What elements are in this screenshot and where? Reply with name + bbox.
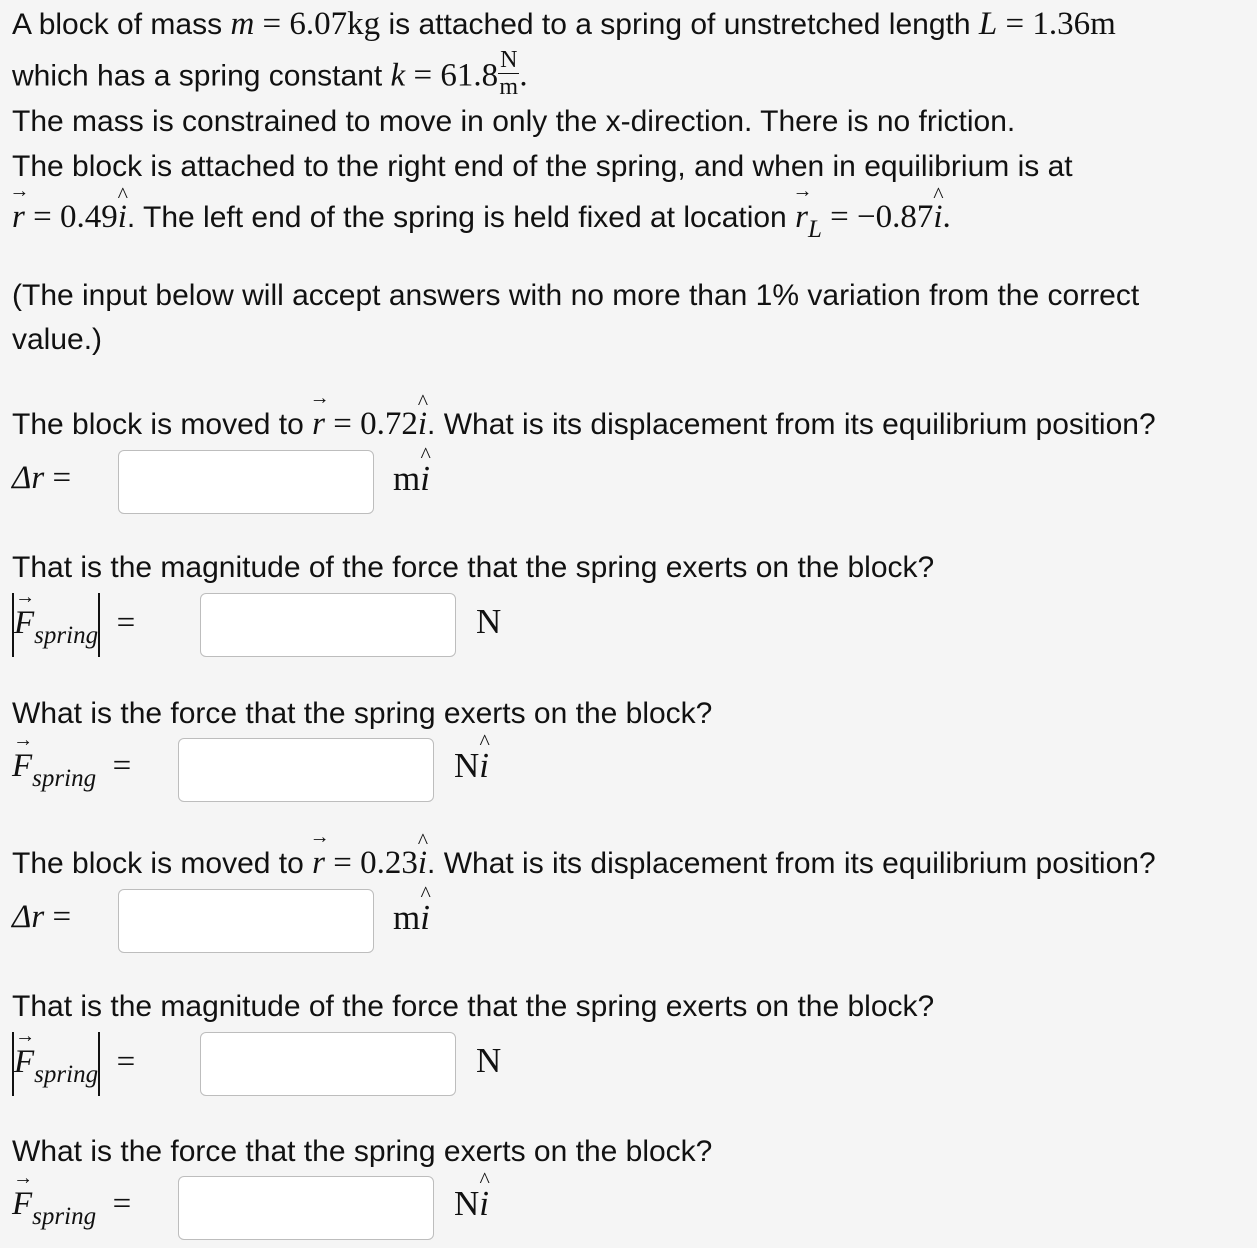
intro-text: which has a spring constant: [12, 59, 391, 93]
intro-text: is attached to a spring of unstretched length: [380, 8, 979, 41]
part1-displacement-input[interactable]: [118, 450, 374, 514]
part1-magnitude-label: → $F_{spring}$ =: [12, 593, 135, 657]
part1-force-question: What is the force that the spring exerts on the block?: [12, 697, 713, 730]
part2-force-unit: N^ i: [454, 1186, 489, 1221]
tolerance-note-line-2: value.): [12, 323, 103, 356]
equilibrium-position-value: 0.49: [59, 199, 118, 235]
intro-text: A block of mass: [12, 8, 231, 41]
position-vector-symbol: → r: [12, 201, 25, 234]
intro-line-1: A block of mass m = 6.07kg is attached to a spring of unstretched length L = 1.36m: [12, 6, 1116, 42]
spring-constant-value: 61.8: [440, 57, 499, 94]
part2-magnitude-question: That is the magnitude of the force that the spring exerts on the block?: [12, 990, 935, 1023]
mass-value: 6.07kg: [289, 6, 381, 42]
part2-force-question: What is the force that the spring exerts on the block?: [12, 1135, 713, 1168]
part1-magnitude-question: That is the magnitude of the force that the spring exerts on the block?: [12, 551, 935, 584]
part2-magnitude-label: → $F_{spring}$ =: [12, 1032, 135, 1096]
part2-displacement-unit: m^ i: [393, 900, 430, 935]
intro-line-4: The block is attached to the right end of the spring, and when in equilibrium is at: [12, 150, 1073, 183]
intro-line-3: The mass is constrained to move in only the x-direction. There is no friction.: [12, 105, 1016, 138]
part2-moved-question: The block is moved to → r = 0.23^ i. What is its displacement from its equilibrium position?: [12, 847, 1156, 880]
part2-magnitude-unit: N: [476, 1041, 502, 1080]
part2-force-input[interactable]: [178, 1176, 434, 1240]
part1-moved-value: 0.72: [360, 406, 418, 442]
part1-force-input[interactable]: [178, 738, 434, 802]
part1-force-label: → $F_{spring}$ =: [12, 750, 131, 783]
intro-text: . The left end of the spring is held fixed at location: [126, 201, 796, 234]
length-value: 1.36m: [1032, 6, 1116, 42]
part1-magnitude-unit: N: [476, 602, 502, 641]
mass-symbol: m: [230, 6, 255, 42]
intro-line-2: which has a spring constant k = 61.8 $\frac{N}{m}$ .: [12, 47, 528, 100]
part2-magnitude-input[interactable]: [200, 1032, 456, 1096]
part2-force-label: → $F_{spring}$ =: [12, 1188, 131, 1221]
tolerance-note-line-1: (The input below will accept answers with no more than 1% variation from the correct: [12, 279, 1140, 312]
part2-moved-value: 0.23: [360, 845, 418, 881]
fixed-end-vector-symbol: → r: [795, 201, 808, 234]
part1-displacement-label: Δr =: [12, 460, 72, 496]
part1-magnitude-input[interactable]: [200, 593, 456, 657]
part1-displacement-unit: m^ i: [393, 461, 430, 496]
part1-force-unit: N^ i: [454, 748, 489, 783]
fixed-end-value: −0.87: [856, 199, 934, 235]
part2-displacement-label: Δr =: [12, 899, 72, 935]
spring-constant-unit: $\frac{N}{m}$: [499, 47, 519, 100]
unit-vector-i: ^ i: [118, 201, 127, 234]
part2-displacement-input[interactable]: [118, 889, 374, 953]
part1-moved-question: The block is moved to → r = 0.72^ i. What is its displacement from its equilibrium position?: [12, 408, 1156, 441]
length-symbol: L: [978, 6, 998, 42]
spring-constant-symbol: k: [390, 57, 406, 94]
unit-vector-i: ^ i: [933, 201, 942, 234]
intro-line-5: → r = 0.49^ i. The left end of the spring is held fixed at location → $r_L$ = −0.87^ i.: [12, 201, 951, 234]
